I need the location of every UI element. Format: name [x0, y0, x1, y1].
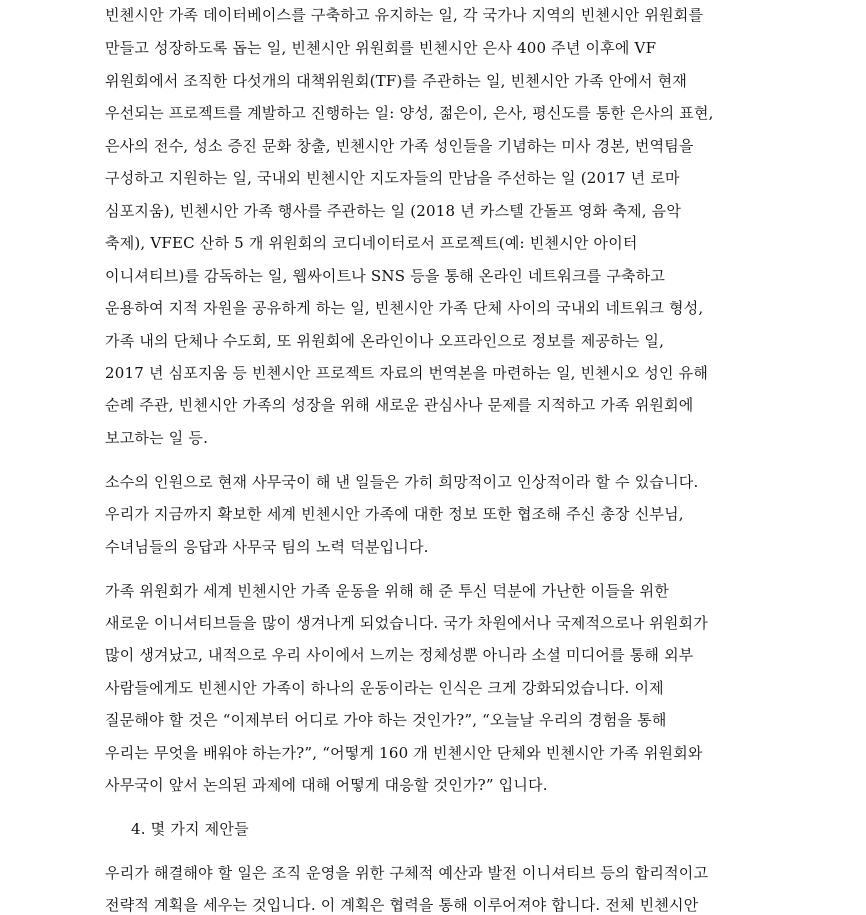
section-heading: 4. 몇 가지 제안들: [131, 820, 249, 838]
paragraph-1-line-2: 만들고 성장하도록 돕는 일, 빈첸시안 위원회를 빈첸시안 은사 400 주년 이후에 VF: [105, 39, 657, 57]
paragraph-1-line-4: 우선되는 프로젝트를 계발하고 진행하는 일: 양성, 젊은이, 은사, 평신도를 통한 은사의 표현,: [105, 104, 714, 122]
paragraph-3-line-7: 사무국이 앞서 논의된 과제에 대해 어떻게 대응할 것인가?” 입니다.: [105, 776, 548, 794]
paragraph-2-line-1: 소수의 인원으로 현재 사무국이 해 낸 일들은 가히 희망적이고 인상적이라 할 수 있습니다.: [105, 473, 699, 491]
paragraph-1-line-8: 축제), VFEC 산하 5 개 위원회의 코디네이터로서 프로젝트(예: 빈첸시안 아이터: [105, 234, 638, 252]
paragraph-2-line-3: 수녀님들의 응답과 사무국 팀의 노력 덕분입니다.: [105, 538, 429, 556]
paragraph-3-line-2: 새로운 이니셔티브들을 많이 생겨나게 되었습니다. 국가 차원에서나 국제적으로나 위원회가: [105, 614, 708, 632]
closing-paragraph-line-2: 전략적 계획을 세우는 것입니다. 이 계획은 협력을 통해 이루어져야 합니다. 전체 빈첸시안: [105, 896, 699, 914]
paragraph-1-line-5: 은사의 전수, 성소 증진 문화 창출, 빈첸시안 가족 성인들을 기념하는 미사 경본, 번역팀을: [105, 137, 694, 155]
closing-paragraph-line-1: 우리가 해결해야 할 일은 조직 운영을 위한 구체적 예산과 발전 이니셔티브 등의 합리적이고: [105, 864, 709, 882]
paragraph-1-line-7: 심포지움), 빈첸시안 가족 행사를 주관하는 일 (2018 년 카스텔 간돌프 영화 축제, 음악: [105, 202, 682, 220]
paragraph-3-line-4: 사람들에게도 빈첸시안 가족이 하나의 운동이라는 인식은 크게 강화되었습니다. 이제: [105, 679, 664, 697]
paragraph-1-line-9: 이니셔티브)를 감독하는 일, 웹싸이트나 SNS 등을 통해 온라인 네트워크를 구축하고: [105, 267, 666, 285]
paragraph-1-line-6: 구성하고 지원하는 일, 국내외 빈첸시안 지도자들의 만남을 주선하는 일 (2017 년 로마: [105, 169, 680, 187]
paragraph-1-line-10: 운용하여 지적 자원을 공유하게 하는 일, 빈첸시안 가족 단체 사이의 국내외 네트워크 형성,: [105, 299, 704, 317]
paragraph-1-line-12: 2017 년 심포지움 등 빈첸시안 프로젝트 자료의 번역본을 마련하는 일, 빈첸시오 성인 유해: [105, 364, 709, 382]
paragraph-1-line-3: 위원회에서 조직한 다섯개의 대책위원회(TF)를 주관하는 일, 빈첸시안 가족 안에서 현재: [105, 72, 688, 90]
paragraph-1-line-13: 순례 주관, 빈첸시안 가족의 성장을 위해 새로운 관심사나 문제를 지적하고 가족 위원회에: [105, 396, 694, 414]
paragraph-3-line-1: 가족 위원회가 세계 빈첸시안 가족 운동을 위해 해 준 투신 덕분에 가난한 이들을 위한: [105, 582, 670, 600]
paragraph-1-line-1: 빈첸시안 가족 데이터베이스를 구축하고 유지하는 일, 각 국가나 지역의 빈첸시안 위원회를: [105, 6, 704, 24]
paragraph-3-line-6: 우리는 무엇을 배워야 하는가?”, “어떻게 160 개 빈첸시안 단체와 빈첸시안 가족 위원회와: [105, 744, 703, 762]
paragraph-3-line-3: 많이 생겨났고, 내적으로 우리 사이에서 느끼는 정체성뿐 아니라 소셜 미디어를 통해 외부: [105, 646, 694, 664]
paragraph-1-line-14: 보고하는 일 등.: [105, 429, 209, 447]
paragraph-3-line-5: 질문해야 할 것은 “이제부터 어디로 가야 하는 것인가?”, “오늘날 우리의 경험을 통해: [105, 711, 667, 729]
paragraph-1-line-11: 가족 내의 단체나 수도회, 또 위원회에 온라인이나 오프라인으로 정보를 제공하는 일,: [105, 332, 665, 350]
paragraph-2-line-2: 우리가 지금까지 확보한 세계 빈첸시안 가족에 대한 정보 또한 협조해 주신 총장 신부님,: [105, 505, 684, 523]
